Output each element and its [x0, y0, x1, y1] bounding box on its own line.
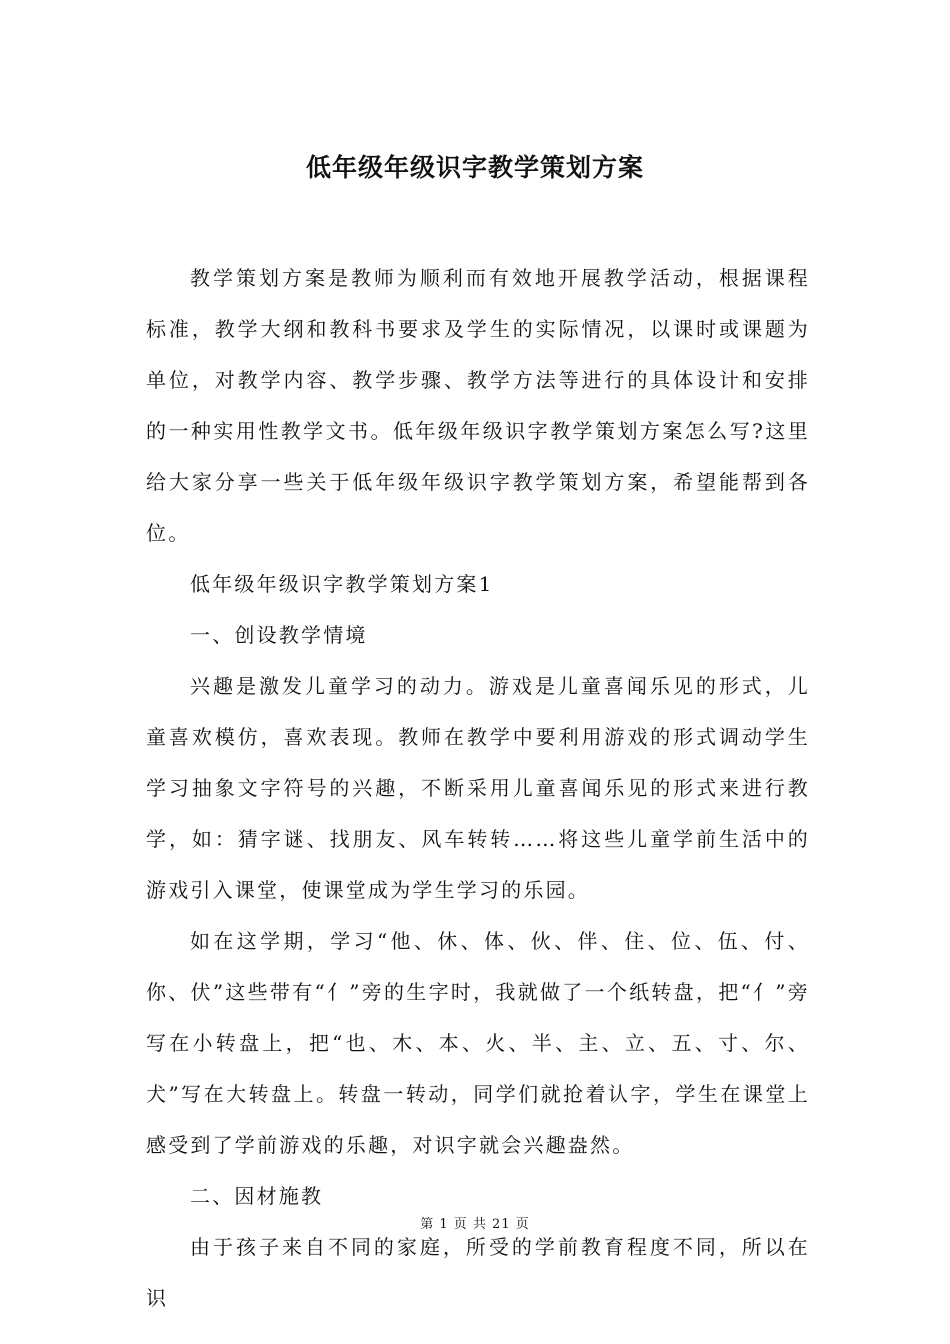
section-heading-1: 一、创设教学情境	[190, 623, 368, 647]
paragraph-interest: 兴趣是激发儿童学习的动力。游戏是儿童喜闻乐见的形式，儿童喜欢模仿，喜欢表现。教师在教学中要利用游戏的形式调动学生学习抽象文字符号的兴趣，不断采用儿童喜闻乐见的形式来进行教学，如：猜字谜、找朋友、风车转转……将这些儿童学前生活中的游戏引入课堂，使课堂成为学生学习的乐园。	[146, 674, 810, 902]
section-heading-2: 二、因材施教	[190, 1184, 324, 1208]
document-body	[146, 253, 810, 1324]
paragraph-plan-heading: 低年级年级识字教学策划方案1	[190, 572, 494, 596]
paragraph-intro: 教学策划方案是教师为顺利而有效地开展教学活动，根据课程标准，教学大纲和教科书要求及学生的实际情况，以课时或课题为单位，对教学内容、教学步骤、教学方法等进行的具体设计和安排的一种实用性教学文书。低年级年级识字教学策划方案怎么写?这里给大家分享一些关于低年级年级识字教学策划方案，希望能帮到各位。	[146, 266, 810, 545]
paragraph-example: 如在这学期，学习“他、休、体、伙、伴、住、位、伍、付、你、伏”这些带有“亻”旁的生字时，我就做了一个纸转盘，把“亻”旁写在小转盘上，把“也、木、本、火、半、主、立、五、寸、尔、犬”写在大转盘上。转盘一转动，同学们就抢着认字，学生在课堂上感受到了学前游戏的乐趣，对识字就会兴趣盎然。	[146, 929, 810, 1157]
paragraph-individual: 由于孩子来自不同的家庭，所受的学前教育程度不同，所以在识	[146, 1235, 810, 1310]
page-number: 第 1 页 共 21 页	[420, 1217, 530, 1232]
document-title: 低年级年级识字教学策划方案	[305, 153, 644, 182]
